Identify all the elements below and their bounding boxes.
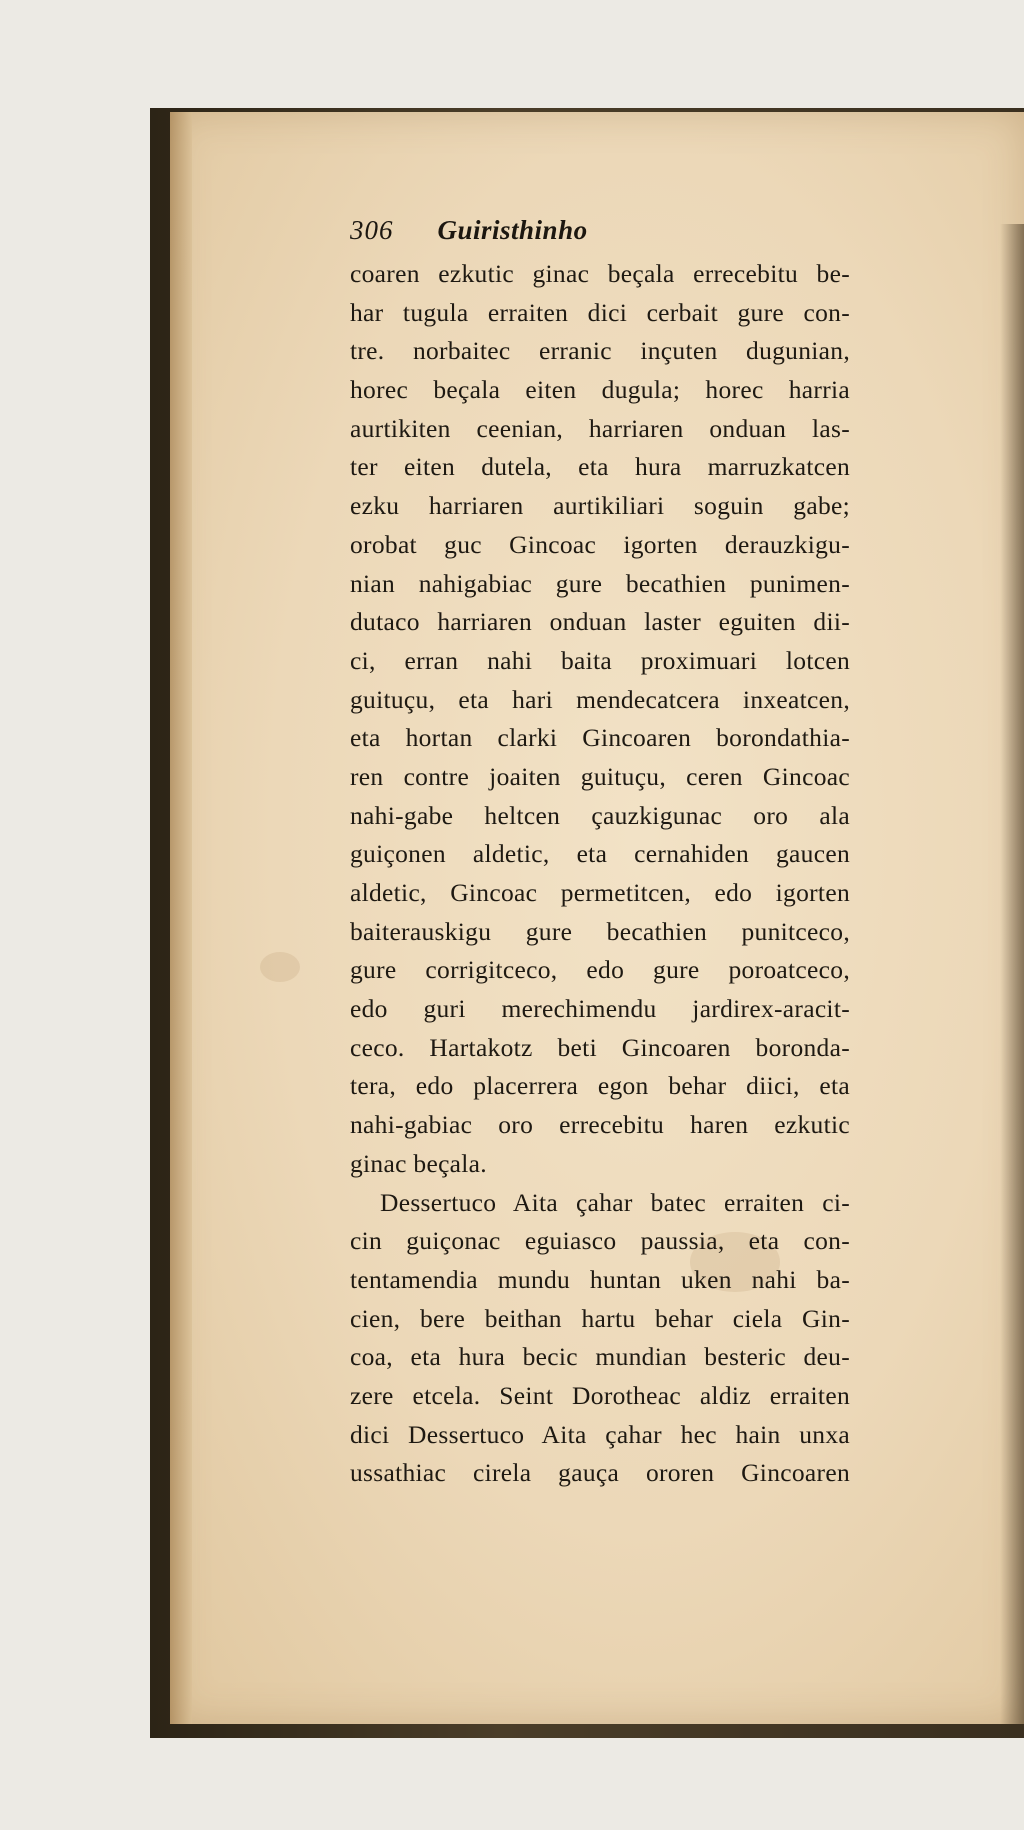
text-line: gure corrigitceco, edo gure poroatceco, <box>350 955 850 985</box>
text-block <box>350 215 850 1493</box>
text-line: nahi-gabe heltcen çauzkigunac oro ala <box>350 800 850 830</box>
page-number: 306 <box>350 215 394 245</box>
running-head: Guiristhinho <box>437 215 588 245</box>
text-line: guiçonen aldetic, eta cernahiden gaucen <box>350 839 850 869</box>
text-line: ter eiten dutela, eta hura marruzkatcen <box>350 452 850 482</box>
text-line: har tugula erraiten dici cerbait gure con- <box>350 297 850 327</box>
text-line: ginac beçala. <box>350 1148 487 1178</box>
text-line: baiterauskigu gure becathien punitceco, <box>350 916 850 946</box>
text-line: tera, edo placerrera egon behar diici, eta <box>350 1071 850 1101</box>
text-line: ren contre joaiten guituçu, ceren Gincoac <box>350 761 850 791</box>
text-line: tentamendia mundu huntan uken nahi ba- <box>350 1264 850 1294</box>
text-line: ceco. Hartakotz beti Gincoaren boronda- <box>350 1032 850 1062</box>
page-gutter-shadow <box>1000 224 1024 1724</box>
text-line: cien, bere beithan hartu behar ciela Gin- <box>350 1303 850 1333</box>
text-line: zere etcela. Seint Dorotheac aldiz erraiten <box>350 1380 850 1410</box>
text-line: coa, eta hura becic mundian besteric deu- <box>350 1342 850 1372</box>
text-line: cin guiçonac eguiasco paussia, eta con- <box>350 1226 850 1256</box>
text-line: dutaco harriaren onduan laster eguiten dii- <box>350 607 850 637</box>
text-line: nahi-gabiac oro errecebitu haren ezkutic <box>350 1110 850 1140</box>
text-line: ezku harriaren aurtikiliari soguin gabe; <box>350 491 850 521</box>
text-line: ussathiac cirela gauça ororen Gincoaren <box>350 1458 850 1488</box>
text-line: coaren ezkutic ginac beçala errecebitu be- <box>350 259 850 288</box>
text-line: ci, erran nahi baita proximuari lotcen <box>350 645 850 675</box>
text-line: aldetic, Gincoac permetitcen, edo igorten <box>350 878 850 907</box>
text-line: tre. norbaitec erranic inçuten dugunian, <box>350 336 850 366</box>
text-line: eta hortan clarki Gincoaren borondathia- <box>350 723 850 753</box>
text-line: horec beçala eiten dugula; horec harria <box>350 375 850 405</box>
text-line: aurtikiten ceenian, harriaren onduan las- <box>350 413 850 443</box>
text-line: guituçu, eta hari mendecatcera inxeatcen, <box>350 684 850 714</box>
page-header <box>350 215 850 255</box>
text-line: orobat guc Gincoac igorten derauzkigu- <box>350 529 850 559</box>
text-line: dici Dessertuco Aita çahar hec hain unxa <box>350 1419 850 1449</box>
page-left-edge <box>170 112 192 1724</box>
text-line: nian nahigabiac gure becathien punimen- <box>350 568 850 598</box>
text-line: Dessertuco Aita çahar batec erraiten ci- <box>380 1187 850 1217</box>
book-page <box>170 112 1024 1724</box>
paper-stain <box>260 952 300 982</box>
text-line: edo guri merechimendu jardirex-aracit- <box>350 994 850 1024</box>
